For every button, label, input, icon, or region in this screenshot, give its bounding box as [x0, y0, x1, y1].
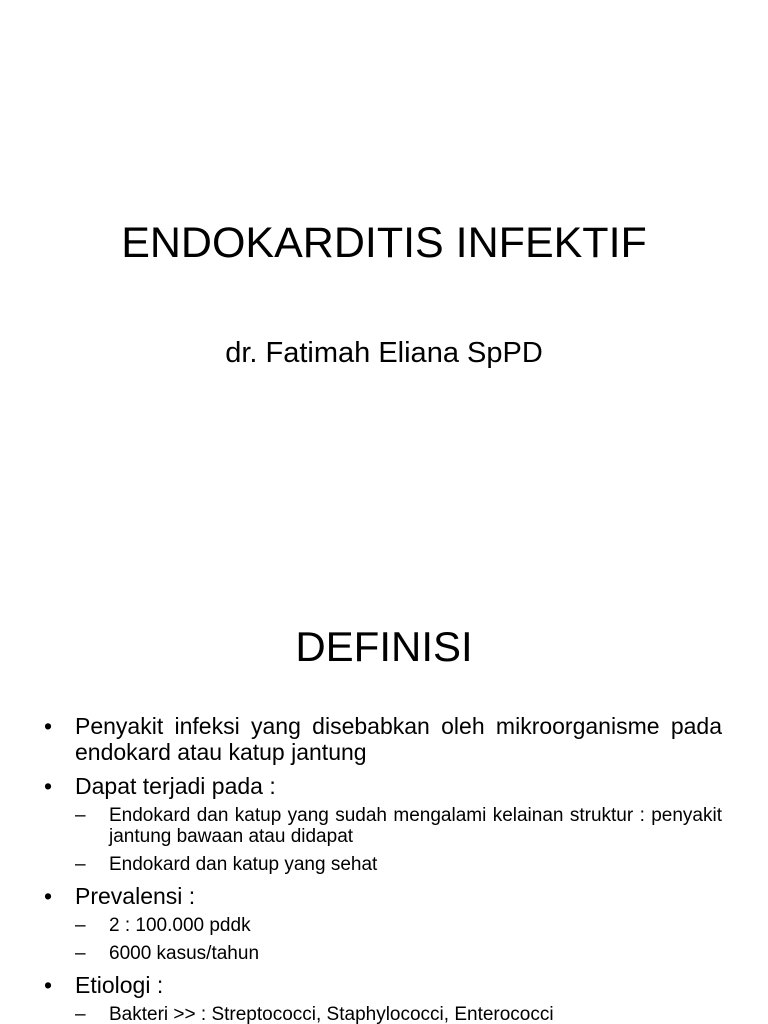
definition-slide — [0, 576, 768, 1024]
presentation-title: ENDOKARDITIS INFEKTIF — [121, 219, 647, 267]
sub-item-text: Endokard dan katup yang sudah mengalami kelainan struktur : penyakit jantung bawaan atau didapat — [109, 805, 722, 847]
sub-item-text: Bakteri >> : Streptococci, Staphylococci, Enterococci — [109, 1004, 554, 1024]
dash-marker: – — [75, 943, 86, 964]
sub-item-text: 2 : 100.000 pddk — [109, 915, 251, 936]
sub-list — [75, 1004, 722, 1024]
bullet-text: Penyakit infeksi yang disebabkan oleh mikroorganisme pada endokard atau katup jantung — [75, 713, 722, 765]
dash-marker: – — [75, 1004, 86, 1024]
bullet-item — [44, 713, 722, 765]
sub-item — [75, 1004, 722, 1024]
sub-item — [75, 805, 722, 847]
sub-item-text: Endokard dan katup yang sehat — [109, 854, 378, 875]
sub-item — [75, 943, 722, 964]
sub-item — [75, 854, 722, 875]
dash-marker: – — [75, 915, 86, 936]
bullet-text: Prevalensi : — [75, 883, 196, 909]
sub-item-text: 6000 kasus/tahun — [109, 943, 260, 964]
bullet-marker: • — [44, 972, 53, 998]
author-name: dr. Fatimah Eliana SpPD — [225, 337, 543, 369]
dash-marker: – — [75, 805, 86, 826]
slide-title: DEFINISI — [295, 623, 473, 670]
bullet-list — [44, 713, 722, 1024]
bullet-text: Etiologi : — [75, 972, 164, 998]
bullet-item — [44, 972, 722, 1024]
bullet-text: Dapat terjadi pada : — [75, 773, 276, 799]
sub-list — [75, 805, 722, 875]
sub-list — [75, 915, 722, 964]
sub-item — [75, 915, 722, 936]
dash-marker: – — [75, 854, 86, 875]
bullet-marker: • — [44, 713, 53, 739]
bullet-item — [44, 773, 722, 875]
bullet-marker: • — [44, 773, 53, 799]
bullet-marker: • — [44, 883, 53, 909]
bullet-item — [44, 883, 722, 964]
